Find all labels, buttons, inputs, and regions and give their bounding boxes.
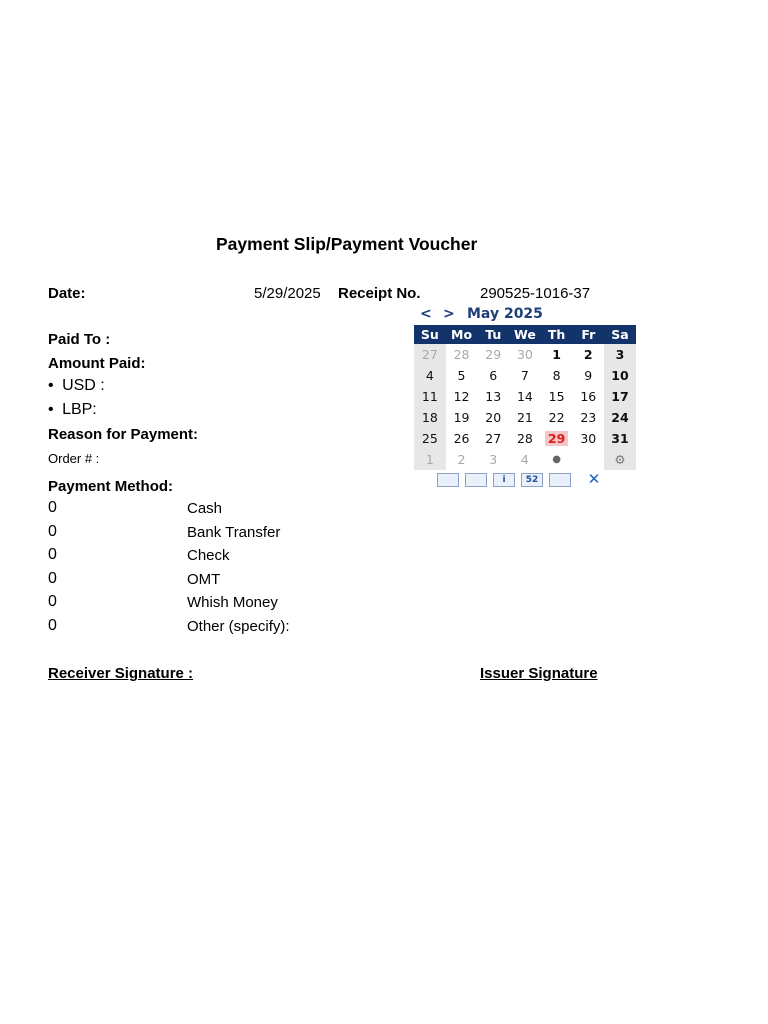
settings-icon[interactable]: ⚙ [604,449,636,470]
calendar-day[interactable]: 30 [572,428,604,449]
calendar-day[interactable]: 3 [604,344,636,365]
calendar-day[interactable]: 13 [477,386,509,407]
calendar-day[interactable]: 28 [446,344,478,365]
method-label: Check [187,547,230,564]
prev-month-button[interactable]: < [420,306,432,322]
method-label: Other (specify): [187,618,290,635]
calendar-day[interactable]: 25 [414,428,446,449]
close-icon[interactable]: ✕ [587,470,601,488]
help-icon[interactable]: ● [541,449,573,470]
calendar-day[interactable]: 16 [572,386,604,407]
calendar-day[interactable]: 21 [509,407,541,428]
date-value[interactable]: 5/29/2025 [254,285,321,302]
weekday-label: Sa [604,325,636,344]
method-value: 0 [48,523,57,540]
calendar-day[interactable]: 5 [446,365,478,386]
calendar-month-title[interactable]: May 2025 [467,306,543,322]
info-icon[interactable]: i [493,473,515,487]
calendar-day[interactable] [541,428,573,449]
method-value: 0 [48,593,57,610]
calendar-day[interactable]: 27 [414,344,446,365]
weekday-label: We [509,325,541,344]
window-alt-icon[interactable] [465,473,487,487]
weekday-label: Mo [446,325,478,344]
issuer-signature-label: Issuer Signature [480,665,598,682]
method-label: Cash [187,500,223,517]
calendar-days-grid [414,344,636,470]
calendar-day-selected[interactable]: 29 [545,431,568,446]
weekday-label: Th [541,325,573,344]
date-picker-popup [414,305,636,487]
calendar-day[interactable] [572,449,604,470]
method-value: 0 [48,499,57,516]
amount-paid-label: Amount Paid: [48,355,146,372]
calendar-weekday-header [414,325,636,344]
method-value: 0 [48,546,57,563]
currency-usd-label: USD : [62,377,105,394]
calendar-day[interactable]: 14 [509,386,541,407]
receipt-label: Receipt No. [338,285,421,302]
calendar-icon[interactable] [549,473,571,487]
calendar-nav [414,305,636,325]
calendar-day[interactable]: 3 [477,449,509,470]
calendar-day[interactable]: 17 [604,386,636,407]
receipt-value: 290525-1016-37 [480,285,591,302]
calendar-day[interactable]: 1 [414,449,446,470]
week-number-icon[interactable]: 52 [521,473,543,487]
receiver-signature-label: Receiver Signature : [48,665,194,682]
bullet: • [48,401,54,418]
calendar-day[interactable]: 18 [414,407,446,428]
method-label: OMT [187,571,221,588]
calendar-day[interactable]: 15 [541,386,573,407]
calendar-day[interactable]: 8 [541,365,573,386]
bullet: • [48,377,54,394]
calendar-day[interactable]: 24 [604,407,636,428]
weekday-label: Fr [572,325,604,344]
weekday-label: Tu [477,325,509,344]
paid-to-label: Paid To : [48,331,111,348]
calendar-day[interactable]: 2 [446,449,478,470]
next-month-button[interactable]: > [443,306,455,322]
calendar-day[interactable]: 26 [446,428,478,449]
calendar-day[interactable]: 4 [509,449,541,470]
calendar-day[interactable]: 27 [477,428,509,449]
currency-lbp-label: LBP: [62,401,97,418]
calendar-day[interactable]: 9 [572,365,604,386]
method-value: 0 [48,617,57,634]
page-title: Payment Slip/Payment Voucher [216,234,478,254]
calendar-day[interactable]: 4 [414,365,446,386]
reason-label: Reason for Payment: [48,426,199,443]
currency-lbp [48,401,97,419]
calendar-toolbar [414,470,636,487]
calendar-day[interactable]: 7 [509,365,541,386]
calendar-day[interactable]: 10 [604,365,636,386]
calendar-day[interactable]: 11 [414,386,446,407]
calendar-day[interactable]: 29 [477,344,509,365]
weekday-label: Su [414,325,446,344]
order-label: Order # : [48,451,100,466]
method-label: Whish Money [187,594,278,611]
calendar-day[interactable]: 12 [446,386,478,407]
calendar-day[interactable]: 23 [572,407,604,428]
calendar-day[interactable]: 6 [477,365,509,386]
payment-method-label: Payment Method: [48,478,174,495]
window-icon[interactable] [437,473,459,487]
calendar-day[interactable]: 19 [446,407,478,428]
calendar-day[interactable]: 28 [509,428,541,449]
calendar-day[interactable]: 31 [604,428,636,449]
calendar-day[interactable]: 22 [541,407,573,428]
calendar-day[interactable]: 20 [477,407,509,428]
calendar-day[interactable]: 1 [541,344,573,365]
date-label: Date: [48,285,86,302]
calendar-day[interactable]: 2 [572,344,604,365]
currency-usd [48,377,105,395]
method-value: 0 [48,570,57,587]
method-label: Bank Transfer [187,524,281,541]
calendar-day[interactable]: 30 [509,344,541,365]
